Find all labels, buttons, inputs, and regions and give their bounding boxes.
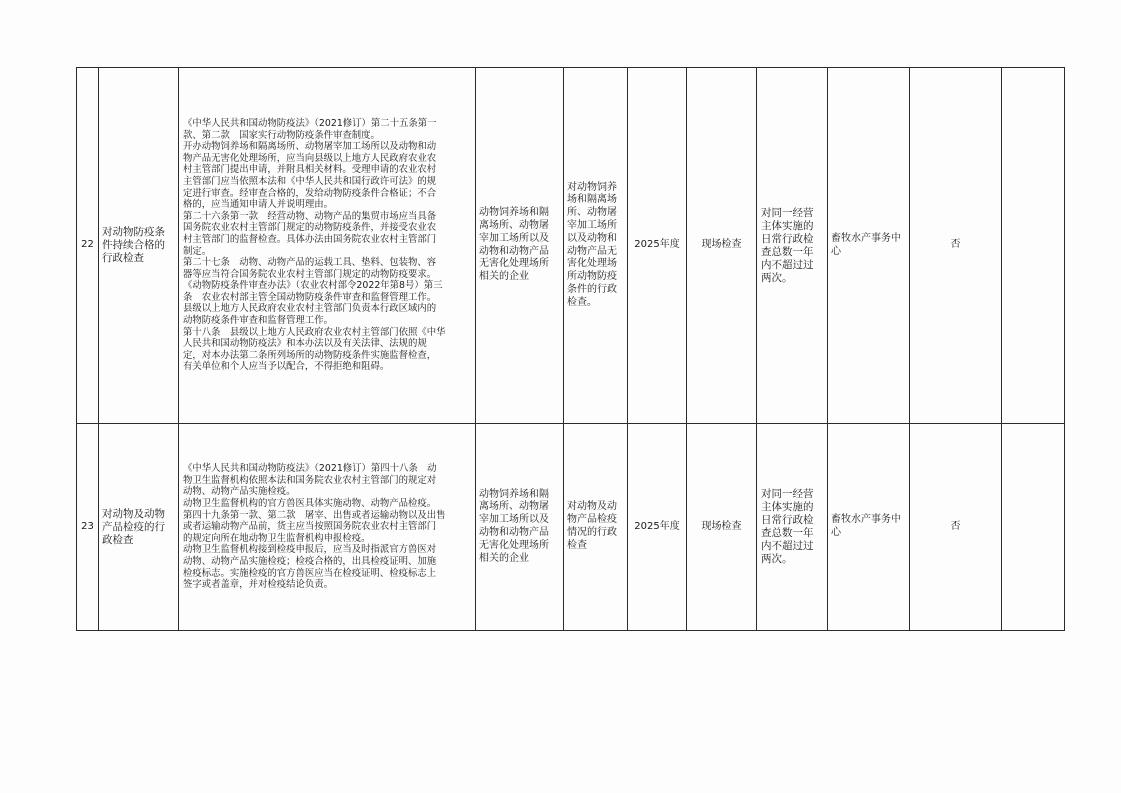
table-row: [77, 68, 1065, 424]
inspection-object: 动物饲养场和隔 离场所、动物屠 宰加工场所以及 动物和动物产品 无害化处理场所 相关的企业: [476, 68, 564, 424]
legal-basis: [179, 424, 476, 631]
joint-inspection-flag: 否: [910, 68, 1002, 424]
joint-inspection-flag: 否: [910, 424, 1002, 631]
inspection-frequency: 对同一经营 主体实施的 日常行政检 查总数一年 内不超过过 两次。: [757, 424, 828, 631]
inspection-year: 2025年度: [628, 424, 687, 631]
basis-paragraph: 动物卫生监督机构的官方兽医具体实施动物、动物产品检疫。: [183, 498, 437, 510]
inspection-method: 现场检查: [687, 68, 757, 424]
table-row: [77, 424, 1065, 631]
basis-paragraph: 《中华人民共和国动物防疫法》（2021修订）第四十八条 动 物卫生监督机构依照本法和国务院农业农村主管部门的规定对 动物、动物产品实施检疫。: [183, 463, 437, 498]
remark-cell: [1002, 424, 1065, 631]
basis-paragraph: 《中华人民共和国动物防疫法》（2021修订）第二十五条第一 款、第二款 国家实行动物防疫条件审查制度。: [183, 117, 437, 141]
basis-paragraph: 动物卫生监督机构接到检疫申报后，应当及时指派官方兽医对 动物、动物产品实施检疫；检疫合格的，出具检疫证明、加施 检疫标志。实施检疫的官方兽医应当在检疫证明、检疫标志上 签字或者盖章，并对检疫结论负责。: [183, 544, 437, 591]
basis-paragraph: 第二十六条第一款 经营动物、动物产品的集贸市场应当具备 国务院农业农村主管部门规定的动物防疫条件，并接受农业农 村主管部门的监督检查。具体办法由国务院农业农村主管部门 制定。: [183, 210, 437, 257]
inspection-item: 对动物及动物 产品检疫的行 政检查: [99, 424, 179, 631]
legal-basis: [179, 68, 476, 424]
basis-paragraph: 开办动物饲养场和隔离场所、动物屠宰加工场所以及动物和动 物产品无害化处理场所，应当向县级以上地方人民政府农业农 村主管部门提出申请，并附具相关材料。受理申请的农业农村 主管部门应当依照本法和《中华人民共和国行政许可法》的规 定进行审查。经审查合格的，发给动物防疫条件合格证；不合 格的，应当通知申请人并说明理由。: [183, 141, 437, 211]
responsible-department: 畜牧水产事务中 心: [828, 424, 910, 631]
row-number: 22: [77, 68, 99, 424]
inspection-table: [76, 67, 1065, 631]
basis-paragraph: 第四十九条第一款、第二款 屠宰、出售或者运输动物以及出售 或者运输动物产品前，货主应当按照国务院农业农村主管部门 的规定向所在地动物卫生监督机构申报检疫。: [183, 509, 446, 544]
inspection-content: 对动物及动 物产品检疫 情况的行政 检查: [564, 424, 628, 631]
inspection-method: 现场检查: [687, 424, 757, 631]
basis-paragraph: 第十八条 县级以上地方人民政府农业农村主管部门依照《中华 人民共和国动物防疫法》和本办法以及有关法律、法规的规 定，对本办法第二条所列场所的动物防疫条件实施监督检查， 有关单位和个人应当予以配合，不得拒绝和阻碍。: [183, 326, 446, 373]
basis-paragraph: 《动物防疫条件审查办法》（农业农村部令2022年第8号）第三 条 农业农村部主管全国动物防疫条件审查和监督管理工作。 县级以上地方人民政府农业农村主管部门负责本行政区域内的 动物防疫条件审查和监督管理工作。: [183, 280, 443, 327]
responsible-department: 畜牧水产事务中 心: [828, 68, 910, 424]
inspection-frequency: 对同一经营 主体实施的 日常行政检 查总数一年 内不超过过 两次。: [757, 68, 828, 424]
inspection-year: 2025年度: [628, 68, 687, 424]
basis-paragraph: 第二十七条 动物、动物产品的运载工具、垫料、包装物、容 器等应当符合国务院农业农村主管部门规定的动物防疫要求。: [183, 257, 437, 280]
inspection-content: 对动物饲养 场和隔离场 所、动物屠 宰加工场所 以及动物和 动物产品无 害化处理场 所动物防疫 条件的行政 检查。: [564, 68, 628, 424]
inspection-item: 对动物防疫条 件持续合格的 行政检查: [99, 68, 179, 424]
row-number: 23: [77, 424, 99, 631]
inspection-object: 动物饲养场和隔 离场所、动物屠 宰加工场所以及 动物和动物产品 无害化处理场所 相关的企业: [476, 424, 564, 631]
remark-cell: [1002, 68, 1065, 424]
